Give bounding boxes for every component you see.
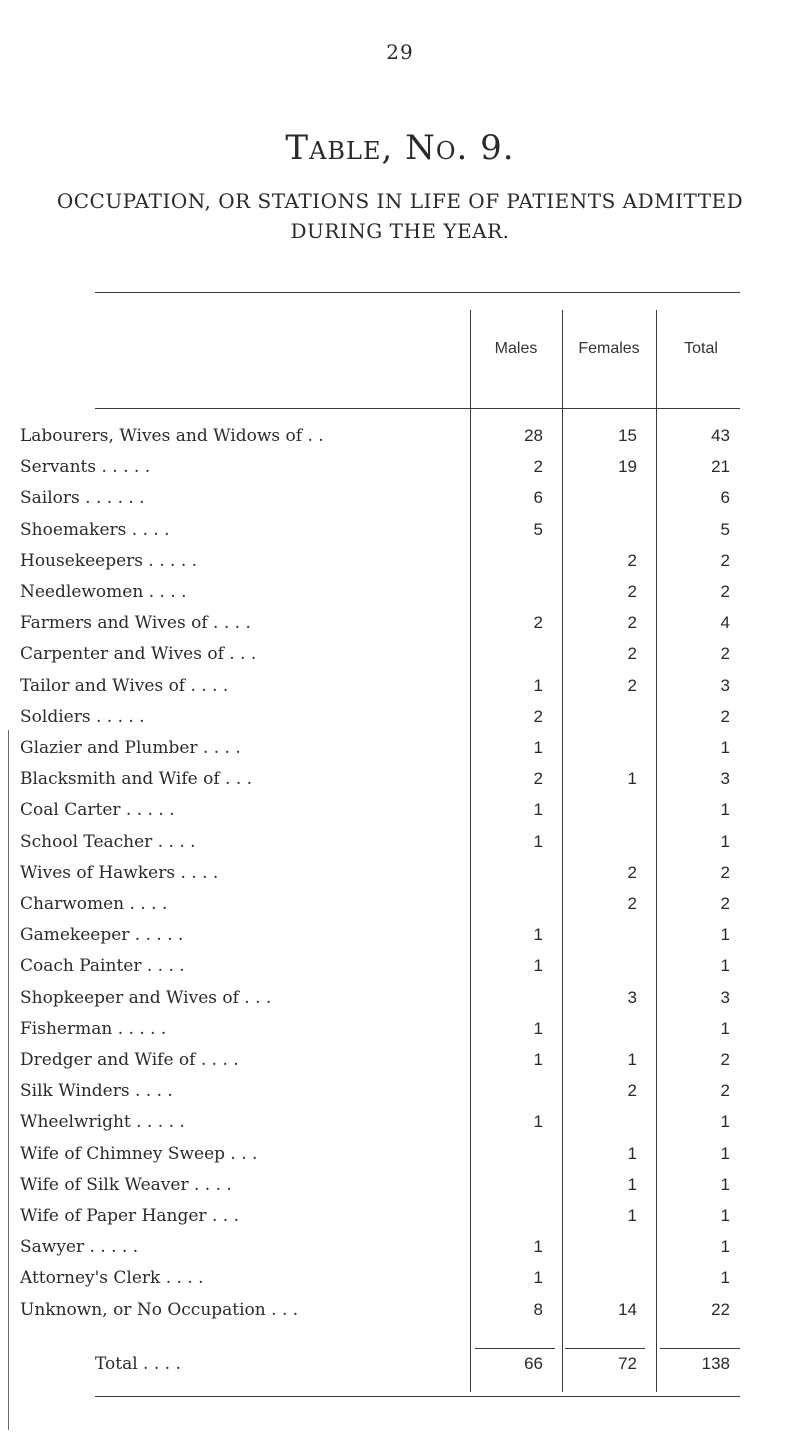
table-row [0,453,800,481]
males-cell: 8 [533,1299,543,1319]
row-label: Charwomen . . . . [20,894,168,914]
females-cell [562,484,637,512]
females-cell [562,703,637,731]
row-label: Shopkeeper and Wives of . . . [20,987,272,1008]
males-cell [470,1140,543,1168]
total-cell: 1 [720,1174,730,1194]
males-cell: 1 [533,675,543,695]
table-row [0,765,800,793]
row-label: Labourers, Wives and Widows of . . [20,426,324,446]
females-cell: 1 [627,1050,637,1069]
table-row [0,1077,800,1105]
males-cell: 1 [533,1237,543,1257]
females-cell: 19 [618,457,637,477]
total-cell: 1 [720,1206,730,1225]
header-bottom-rule [95,408,740,409]
females-cell: 15 [618,426,637,445]
table-row [0,1296,800,1324]
row-label: Unknown, or No Occupation . . . [20,1299,299,1320]
row-label: Carpenter and Wives of . . . [20,644,257,665]
total-top-rule-females [565,1348,645,1349]
table-row [0,640,800,668]
table-row [0,1015,800,1043]
total-cell: 3 [720,675,730,695]
total-cell: 43 [711,426,730,445]
row-label: Wheelwright . . . . . [20,1112,185,1133]
total-cell: 3 [720,987,730,1007]
total-cell: 2 [720,1050,730,1069]
total-cell: 2 [720,706,730,726]
total-cell: 2 [720,862,730,882]
males-cell: 5 [533,519,543,539]
table-row [0,1046,800,1074]
row-label: School Teacher . . . . [20,831,196,852]
total-top-rule-males [475,1348,555,1349]
females-cell [562,1233,637,1261]
row-label: Gamekeeper . . . . . [20,925,184,946]
row-label: Servants . . . . . [20,457,151,478]
row-label: Shoemakers . . . . [20,519,170,540]
females-cell: 2 [627,1081,637,1101]
total-cell: 2 [720,550,730,570]
column-header-males: Males [494,340,538,357]
females-cell: 2 [627,862,637,882]
row-label: Sailors . . . . . . [20,488,145,509]
total-cell: 2 [720,582,730,601]
total-cell: 22 [711,1299,730,1319]
females-cell: 3 [627,987,637,1007]
row-label: Wife of Silk Weaver . . . . [20,1174,232,1195]
total-cell: 1 [720,831,730,851]
row-label: Sawyer . . . . . [20,1237,139,1258]
table-row [0,1202,800,1230]
row-label: Wife of Paper Hanger . . . [20,1206,239,1226]
males-cell: 2 [533,706,543,726]
total-row [0,1350,800,1378]
table-row [0,516,800,544]
table-row [0,828,800,856]
total-cell: 1 [720,1018,730,1038]
table-row [0,609,800,637]
table-row [0,547,800,575]
females-cell [562,1264,637,1292]
males-cell: 1 [533,738,543,757]
row-label: Housekeepers . . . . . [20,550,198,571]
table-row [0,952,800,980]
row-label: Coach Painter . . . . [20,956,185,977]
table-row [0,734,800,762]
males-cell [470,1171,543,1199]
table-row [0,1233,800,1261]
row-label: Glazier and Plumber . . . . [20,738,241,758]
females-cell [562,1015,637,1043]
bottom-rule [95,1396,740,1397]
row-label: Fisherman . . . . . [20,1018,167,1039]
row-label: Farmers and Wives of . . . . [20,613,251,634]
total-cell: 1 [720,1237,730,1257]
row-label: Attorney's Clerk . . . . [20,1268,204,1289]
males-cell [470,890,543,918]
total-females: 72 [618,1354,637,1373]
row-label: Dredger and Wife of . . . . [20,1050,239,1070]
males-cell: 1 [533,1018,543,1038]
total-cell: 4 [720,613,730,633]
row-label: Needlewomen . . . . [20,582,187,602]
total-cell: 1 [720,925,730,945]
table-row [0,672,800,700]
females-cell [562,952,637,980]
males-cell: 1 [533,1268,543,1288]
table-row [0,422,800,450]
top-rule [95,292,740,293]
table-row [0,859,800,887]
total-cell: 1 [720,800,730,820]
females-cell: 2 [627,894,637,913]
table-row [0,796,800,824]
females-cell [562,516,637,544]
total-top-rule-total [660,1348,740,1349]
males-cell [470,1077,543,1105]
females-cell: 2 [627,550,637,570]
row-label: Coal Carter . . . . . [20,800,175,821]
table-row [0,1108,800,1136]
males-cell: 1 [533,831,543,851]
males-cell: 1 [533,1112,543,1132]
females-cell: 2 [627,675,637,695]
females-cell [562,1108,637,1136]
females-cell: 2 [627,582,637,601]
row-label: Wives of Hawkers . . . . [20,862,219,883]
table-row [0,921,800,949]
total-label: Total . . . . [95,1354,181,1374]
table-row [0,578,800,606]
males-cell: 2 [533,613,543,633]
females-cell: 1 [627,1143,637,1163]
total-cell: 21 [711,457,730,477]
row-label: Silk Winders . . . . [20,1081,173,1102]
females-cell: 1 [627,1174,637,1194]
total-males: 66 [524,1354,543,1373]
row-label: Blacksmith and Wife of . . . [20,769,253,790]
males-cell [470,547,543,575]
table-subtitle: OCCUPATION, OR STATIONS IN LIFE OF PATIENTS ADMITTED DURING THE YEAR. [56,189,744,243]
males-cell [470,1202,543,1230]
females-cell: 14 [618,1299,637,1319]
males-cell [470,859,543,887]
females-cell: 2 [627,644,637,664]
table-row [0,1264,800,1292]
males-cell [470,578,543,606]
females-cell: 2 [627,613,637,633]
row-label: Soldiers . . . . . [20,706,145,727]
table-title: Table, No. 9. [285,128,515,168]
males-cell [470,984,543,1012]
males-cell [470,640,543,668]
total-cell: 2 [720,894,730,913]
table-row [0,984,800,1012]
total-cell: 1 [720,1268,730,1288]
table-row [0,703,800,731]
total-cell: 3 [720,769,730,789]
page-number: 29 [386,40,414,64]
females-cell [562,734,637,762]
males-cell: 28 [524,426,543,445]
total-cell: 1 [720,1143,730,1163]
total-cell: 5 [720,519,730,539]
table-row [0,890,800,918]
males-cell: 1 [533,1050,543,1069]
females-cell [562,828,637,856]
females-cell [562,921,637,949]
total-cell: 2 [720,644,730,664]
females-cell: 1 [627,1206,637,1225]
males-cell: 2 [533,769,543,789]
total-cell: 2 [720,1081,730,1101]
males-cell: 1 [533,925,543,945]
table-row [0,1140,800,1168]
total-cell: 1 [720,1112,730,1132]
total-cell: 1 [720,738,730,757]
males-cell: 2 [533,457,543,477]
total-cell: 6 [720,488,730,508]
females-cell [562,796,637,824]
row-label: Wife of Chimney Sweep . . . [20,1143,258,1164]
total-cell: 1 [720,956,730,976]
row-label: Tailor and Wives of . . . . [20,675,229,696]
column-header-total: Total [684,340,718,357]
table-row [0,484,800,512]
table-row [0,1171,800,1199]
total-total: 138 [701,1354,730,1373]
males-cell: 1 [533,800,543,820]
males-cell: 1 [533,956,543,976]
females-cell: 1 [627,769,637,789]
column-header-females: Females [578,340,640,357]
males-cell: 6 [533,488,543,508]
